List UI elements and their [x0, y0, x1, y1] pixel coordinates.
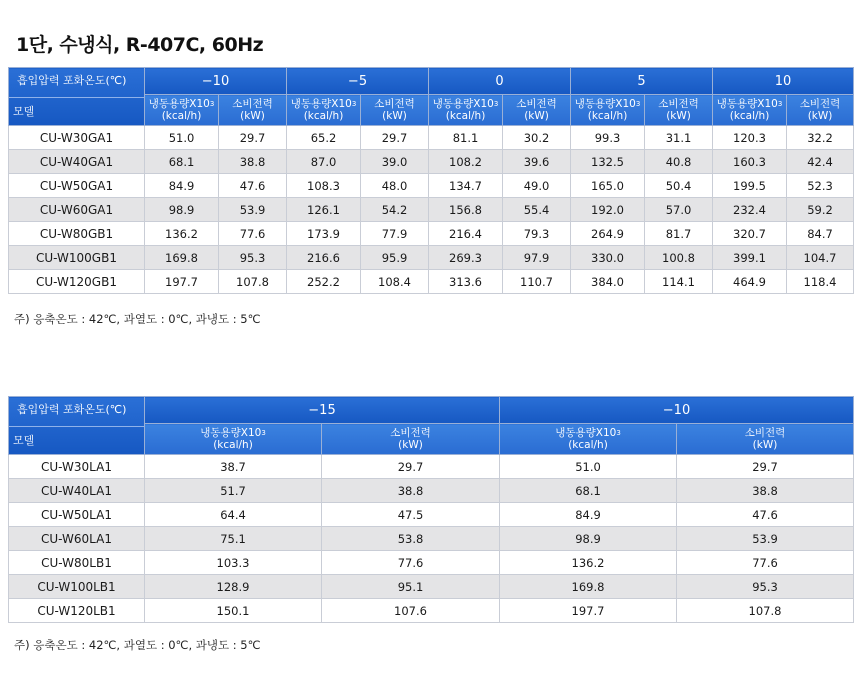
value-cell: 65.2	[287, 126, 361, 150]
table-row	[9, 246, 854, 270]
power-unit: (kW)	[240, 110, 265, 122]
value-cell: 38.8	[219, 150, 287, 174]
value-cell: 52.3	[787, 174, 854, 198]
value-cell: 51.7	[145, 479, 322, 503]
model-cell: CU-W30GA1	[9, 126, 145, 150]
value-cell: 75.1	[145, 527, 322, 551]
capacity-label	[429, 98, 502, 110]
table-row	[9, 222, 854, 246]
model-cell: CU-W60LA1	[9, 527, 145, 551]
table-row	[9, 198, 854, 222]
value-cell: 29.7	[361, 126, 429, 150]
value-cell: 156.8	[429, 198, 503, 222]
value-cell: 320.7	[713, 222, 787, 246]
value-cell: 53.8	[322, 527, 500, 551]
capacity-label-sup: 3	[261, 429, 266, 437]
model-cell: CU-W80LB1	[9, 551, 145, 575]
value-cell: 104.7	[787, 246, 854, 270]
value-cell: 38.8	[322, 479, 500, 503]
value-cell: 107.6	[322, 599, 500, 623]
footnote-1: 주) 응축온도 : 42℃, 과열도 : 0℃, 과냉도 : 5℃	[14, 312, 261, 326]
model-cell: CU-W50GA1	[9, 174, 145, 198]
value-cell: 84.7	[787, 222, 854, 246]
value-cell: 99.3	[571, 126, 645, 150]
power-unit: (kW)	[524, 110, 549, 122]
capacity-subheader	[500, 424, 677, 455]
table-row	[9, 150, 854, 174]
spec-table-2	[8, 396, 854, 623]
capacity-label-text: 냉동용량X10	[432, 98, 494, 110]
value-cell: 64.4	[145, 503, 322, 527]
corner-divider	[9, 426, 144, 427]
value-cell: 95.3	[677, 575, 854, 599]
value-cell: 51.0	[145, 126, 219, 150]
power-label: 소비전력	[516, 98, 557, 110]
value-cell: 32.2	[787, 126, 854, 150]
value-cell: 47.6	[677, 503, 854, 527]
value-cell: 39.0	[361, 150, 429, 174]
capacity-label-text: 냉동용량X10	[716, 98, 778, 110]
value-cell: 42.4	[787, 150, 854, 174]
value-cell: 264.9	[571, 222, 645, 246]
capacity-label	[500, 427, 676, 439]
corner-temp-label: 흡입압력 포화온도(℃)	[17, 74, 127, 87]
value-cell: 54.2	[361, 198, 429, 222]
value-cell: 216.4	[429, 222, 503, 246]
value-cell: 399.1	[713, 246, 787, 270]
corner-temp-label: 흡입압력 포화온도(℃)	[17, 403, 127, 416]
value-cell: 103.3	[145, 551, 322, 575]
capacity-label	[571, 98, 644, 110]
value-cell: 40.8	[645, 150, 713, 174]
corner-model-label: 모델	[13, 434, 35, 447]
capacity-label-sup: 3	[616, 429, 621, 437]
corner-header	[9, 68, 145, 126]
table-row	[9, 575, 854, 599]
model-cell: CU-W50LA1	[9, 503, 145, 527]
capacity-unit: (kcal/h)	[445, 110, 486, 122]
model-cell: CU-W120GB1	[9, 270, 145, 294]
table-row	[9, 551, 854, 575]
capacity-label	[145, 98, 218, 110]
value-cell: 108.3	[287, 174, 361, 198]
value-cell: 95.1	[322, 575, 500, 599]
capacity-unit: (kcal/h)	[213, 439, 253, 451]
value-cell: 55.4	[503, 198, 571, 222]
power-unit: (kW)	[807, 110, 833, 122]
value-cell: 38.7	[145, 455, 322, 479]
value-cell: 77.6	[677, 551, 854, 575]
capacity-label-sup: 3	[351, 100, 357, 108]
value-cell: 150.1	[145, 599, 322, 623]
corner-divider	[9, 97, 144, 98]
power-label: 소비전력	[232, 98, 273, 110]
table-row	[9, 479, 854, 503]
value-cell: 53.9	[677, 527, 854, 551]
temp-header: −10	[145, 68, 287, 95]
temp-header: 10	[713, 68, 854, 95]
value-cell: 192.0	[571, 198, 645, 222]
value-cell: 136.2	[500, 551, 677, 575]
capacity-label	[145, 427, 321, 439]
footnote-2: 주) 응축온도 : 42℃, 과열도 : 0℃, 과냉도 : 5℃	[14, 638, 261, 652]
power-unit: (kW)	[398, 439, 423, 451]
value-cell: 77.9	[361, 222, 429, 246]
corner-model-label: 모델	[13, 105, 35, 118]
model-cell: CU-W100GB1	[9, 246, 145, 270]
value-cell: 100.8	[645, 246, 713, 270]
capacity-unit: (kcal/h)	[303, 110, 344, 122]
value-cell: 31.1	[645, 126, 713, 150]
model-cell: CU-W80GB1	[9, 222, 145, 246]
power-subheader	[219, 95, 287, 126]
table-row	[9, 174, 854, 198]
value-cell: 30.2	[503, 126, 571, 150]
value-cell: 216.6	[287, 246, 361, 270]
power-unit: (kW)	[382, 110, 407, 122]
value-cell: 114.1	[645, 270, 713, 294]
table-row	[9, 126, 854, 150]
value-cell: 169.8	[500, 575, 677, 599]
value-cell: 232.4	[713, 198, 787, 222]
value-cell: 197.7	[145, 270, 219, 294]
spec-table-1	[8, 67, 854, 294]
power-subheader	[645, 95, 713, 126]
value-cell: 107.8	[677, 599, 854, 623]
model-cell: CU-W120LB1	[9, 599, 145, 623]
corner-header	[9, 397, 145, 455]
value-cell: 59.2	[787, 198, 854, 222]
capacity-label-text: 냉동용량X10	[148, 98, 210, 110]
value-cell: 77.6	[219, 222, 287, 246]
value-cell: 136.2	[145, 222, 219, 246]
value-cell: 197.7	[500, 599, 677, 623]
value-cell: 128.9	[145, 575, 322, 599]
value-cell: 126.1	[287, 198, 361, 222]
value-cell: 199.5	[713, 174, 787, 198]
value-cell: 68.1	[500, 479, 677, 503]
capacity-subheader	[571, 95, 645, 126]
table-row	[9, 527, 854, 551]
capacity-label-text: 냉동용량X10	[555, 427, 617, 439]
value-cell: 95.3	[219, 246, 287, 270]
value-cell: 95.9	[361, 246, 429, 270]
capacity-subheader	[429, 95, 503, 126]
value-cell: 47.5	[322, 503, 500, 527]
model-cell: CU-W30LA1	[9, 455, 145, 479]
power-subheader	[787, 95, 854, 126]
value-cell: 110.7	[503, 270, 571, 294]
capacity-subheader	[713, 95, 787, 126]
value-cell: 108.4	[361, 270, 429, 294]
value-cell: 169.8	[145, 246, 219, 270]
capacity-label-sup: 3	[635, 100, 641, 108]
temp-header: 5	[571, 68, 713, 95]
capacity-label	[713, 98, 786, 110]
value-cell: 134.7	[429, 174, 503, 198]
value-cell: 384.0	[571, 270, 645, 294]
capacity-label	[287, 98, 360, 110]
power-subheader	[361, 95, 429, 126]
power-label: 소비전력	[374, 98, 415, 110]
power-label: 소비전력	[658, 98, 699, 110]
value-cell: 29.7	[322, 455, 500, 479]
value-cell: 50.4	[645, 174, 713, 198]
value-cell: 68.1	[145, 150, 219, 174]
power-unit: (kW)	[666, 110, 691, 122]
power-label: 소비전력	[744, 427, 786, 439]
capacity-subheader	[145, 95, 219, 126]
temp-header: −15	[145, 397, 500, 424]
value-cell: 118.4	[787, 270, 854, 294]
value-cell: 81.7	[645, 222, 713, 246]
value-cell: 39.6	[503, 150, 571, 174]
value-cell: 107.8	[219, 270, 287, 294]
value-cell: 29.7	[219, 126, 287, 150]
power-subheader	[322, 424, 500, 455]
value-cell: 49.0	[503, 174, 571, 198]
table-row	[9, 599, 854, 623]
value-cell: 173.9	[287, 222, 361, 246]
value-cell: 48.0	[361, 174, 429, 198]
capacity-subheader	[287, 95, 361, 126]
capacity-unit: (kcal/h)	[568, 439, 608, 451]
value-cell: 84.9	[145, 174, 219, 198]
capacity-label-sup: 3	[777, 100, 783, 108]
value-cell: 84.9	[500, 503, 677, 527]
capacity-label-text: 냉동용량X10	[290, 98, 352, 110]
value-cell: 51.0	[500, 455, 677, 479]
value-cell: 98.9	[145, 198, 219, 222]
value-cell: 81.1	[429, 126, 503, 150]
temp-header: −5	[287, 68, 429, 95]
value-cell: 29.7	[677, 455, 854, 479]
page-title: 1단, 수냉식, R-407C, 60Hz	[16, 34, 264, 56]
power-label: 소비전력	[390, 427, 431, 439]
model-cell: CU-W60GA1	[9, 198, 145, 222]
value-cell: 87.0	[287, 150, 361, 174]
temp-header: −10	[500, 397, 854, 424]
value-cell: 97.9	[503, 246, 571, 270]
capacity-label-sup: 3	[493, 100, 499, 108]
value-cell: 464.9	[713, 270, 787, 294]
table-row	[9, 503, 854, 527]
table-row	[9, 455, 854, 479]
model-cell: CU-W40GA1	[9, 150, 145, 174]
table-row	[9, 270, 854, 294]
value-cell: 330.0	[571, 246, 645, 270]
value-cell: 108.2	[429, 150, 503, 174]
value-cell: 53.9	[219, 198, 287, 222]
value-cell: 252.2	[287, 270, 361, 294]
power-subheader	[677, 424, 854, 455]
capacity-label-text: 냉동용량X10	[200, 427, 262, 439]
capacity-label-text: 냉동용량X10	[574, 98, 636, 110]
power-subheader	[503, 95, 571, 126]
value-cell: 57.0	[645, 198, 713, 222]
value-cell: 269.3	[429, 246, 503, 270]
capacity-unit: (kcal/h)	[161, 110, 202, 122]
power-label: 소비전력	[799, 98, 841, 110]
value-cell: 160.3	[713, 150, 787, 174]
capacity-unit: (kcal/h)	[729, 110, 770, 122]
capacity-unit: (kcal/h)	[587, 110, 628, 122]
temp-header: 0	[429, 68, 571, 95]
model-cell: CU-W100LB1	[9, 575, 145, 599]
model-cell: CU-W40LA1	[9, 479, 145, 503]
value-cell: 79.3	[503, 222, 571, 246]
value-cell: 98.9	[500, 527, 677, 551]
value-cell: 165.0	[571, 174, 645, 198]
value-cell: 313.6	[429, 270, 503, 294]
value-cell: 120.3	[713, 126, 787, 150]
value-cell: 132.5	[571, 150, 645, 174]
capacity-label-sup: 3	[209, 100, 215, 108]
power-unit: (kW)	[752, 439, 778, 451]
value-cell: 38.8	[677, 479, 854, 503]
value-cell: 47.6	[219, 174, 287, 198]
capacity-subheader	[145, 424, 322, 455]
value-cell: 77.6	[322, 551, 500, 575]
